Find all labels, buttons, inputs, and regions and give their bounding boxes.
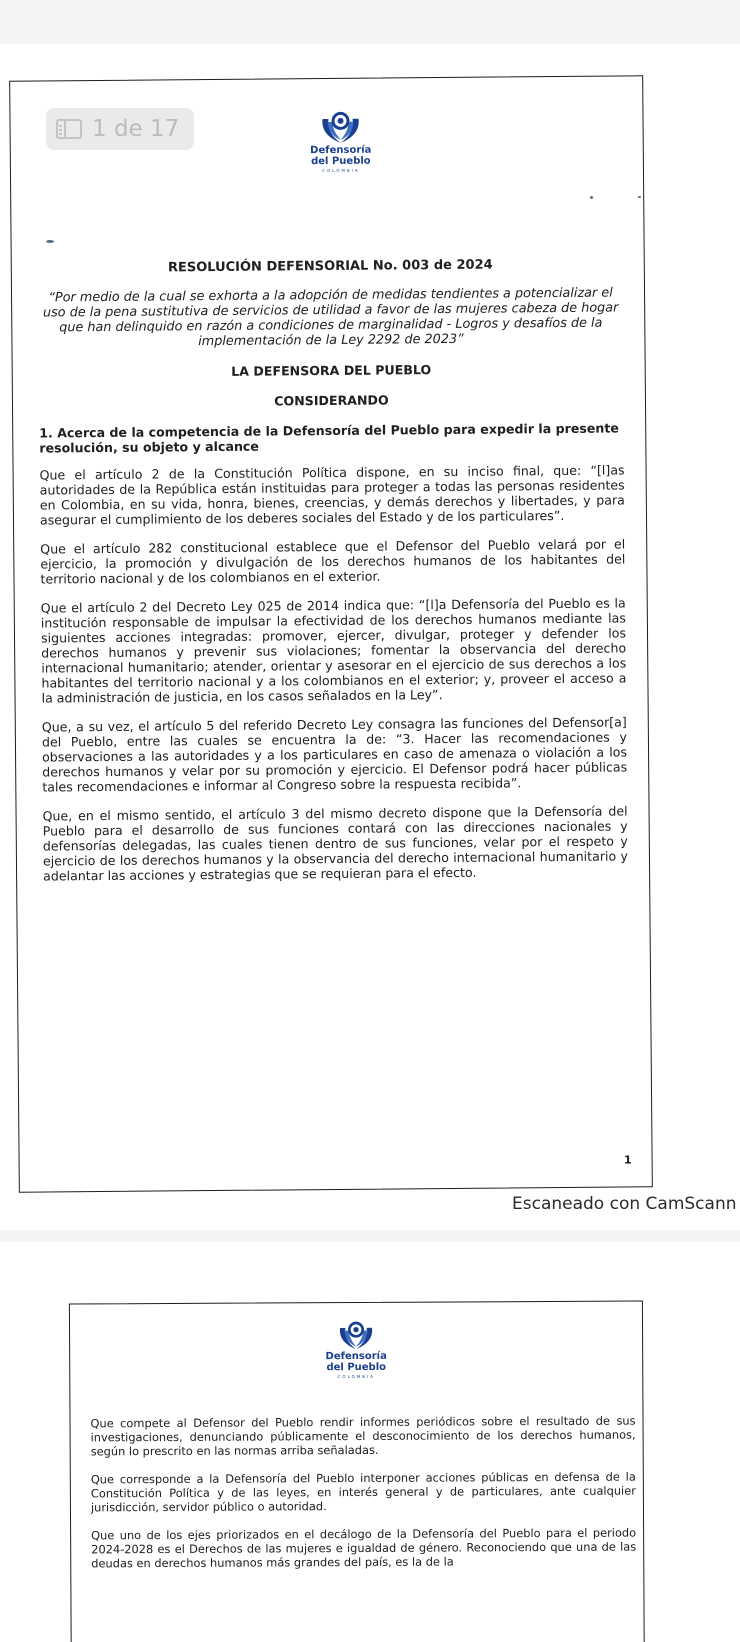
logo-country: COLOMBIA (337, 1373, 375, 1380)
paragraph: Que el artículo 282 constitucional establece que el Defensor del Pueblo velará por el ejercicio, la promoción y divulgación de los derechos humanos de los habitantes del territorio nacional y de los colombianos en el exterior. (40, 536, 626, 587)
defensoria-logo (296, 1319, 416, 1380)
logo-emblem-icon (318, 109, 362, 145)
resolution-lead: “Por medio de la cual se exhorta a la adopción de medidas tendientes a potencializar el uso de la pena sustitutiva de servicios de utilidad a favor de las mujeres cabeza de hogar que han delinquido en razón a condiciones de marginalidad - Logros y desafíos de la implementación de la Ley 2292 de 2023” (42, 285, 619, 350)
page-counter-text: 1 de 17 (92, 116, 180, 142)
paragraph: Que corresponde a la Defensoría del Pueblo interponer acciones públicas en defensa de la Constitución Política y de las leyes, en interés general y de particulares, ante cualquier jurisdicción, servidor público o autoridad. (90, 1469, 636, 1515)
logo-emblem-icon (336, 1319, 376, 1351)
document-body-1 (38, 256, 629, 897)
page-list-icon (56, 119, 82, 139)
paragraph: Que, en el mismo sentido, el artículo 3 del mismo decreto dispone que la Defensoría del Pueblo para el desarrollo de sus funciones contará con las direcciones nacionales y defensorías delegadas, las cuales tienen dentro de sus funciones, velar por el respeto y ejercicio de los derechos humanos y la observancia del derecho internacional humanitario y adelantar las acciones y estrategias que se requieran para el efecto. (42, 803, 629, 884)
document-sheet-2 (69, 1301, 645, 1642)
resolution-title: RESOLUCIÓN DEFENSORIAL No. 003 de 2024 (167, 257, 493, 276)
paragraph: Que, a su vez, el artículo 5 del referido Decreto Ley consagra las funciones del Defensor[a] del Pueblo, entre las cuales se encuentra la de: “3. Hacer las recomendaciones y observaciones a las autoridades y a los particulares en caso de amenaza o violación a los derechos humanos y velar por su promoción y ejercicio. El Defensor podrá hacer públicas tales recomendaciones e informar al Congreso sobre la respuesta recibida”. (41, 714, 628, 795)
logo-country: COLOMBIA (322, 167, 360, 174)
logo-line-2: del Pueblo (326, 1361, 387, 1374)
paragraph: Que compete al Defensor del Pueblo rendir informes periódicos sobre el resultado de sus investigaciones, denunciando públicamente el desconocimiento de los derechos humanos, según lo prescrito en las normas arriba señaladas. (90, 1413, 636, 1459)
scan-speck (590, 196, 593, 199)
page-number: 1 (623, 1153, 632, 1167)
document-body-2 (90, 1414, 636, 1585)
considering-heading: CONSIDERANDO (274, 392, 389, 409)
page-counter-badge[interactable] (46, 108, 194, 150)
scan-speck (46, 240, 54, 243)
section-heading-1: 1. Acerca de la competencia de la Defensoría del Pueblo para expedir la presente resolución, su objeto y alcance (39, 420, 619, 456)
scanned-page-2 (0, 1242, 740, 1642)
paragraph: Que uno de los ejes priorizados en el decálogo de la Defensoría del Pueblo para el periodo 2024-2028 es el Derechos de las mujeres e igualdad de género. Reconociendo que una de las deudas en derechos humanos más grandes del país, es la de la (91, 1525, 637, 1571)
logo-line-2: del Pueblo (311, 155, 371, 168)
logo-line-1: Defensoría (325, 1350, 387, 1363)
paragraph: Que el artículo 2 del Decreto Ley 025 de 2014 indica que: “[l]a Defensoría del Pueblo es la institución responsable de impulsar la efectividad de los derechos humanos mediante las siguientes acciones integradas: promover, ejercer, divulgar, proteger y defender los derechos humanos y prevenir sus violaciones; fomentar la observancia del derecho internacional humanitario; atender, orientar y asesorar en el ejercicio de sus derechos a los habitantes del territorio nacional y a los colombianos en el exterior; y, proveer el acceso a la administración de justicia, en los casos señalados en la Ley”. (40, 595, 627, 706)
defensoria-logo (280, 108, 401, 173)
document-sheet-1 (9, 75, 653, 1192)
scanned-page-1 (0, 44, 740, 1230)
paragraph: Que el artículo 2 de la Constitución Política dispone, en su inciso final, que: “[l]as autoridades de la República están instituidas para proteger a todas las personas residentes en Colombia, en su vida, honra, bienes, creencias, y demás derechos y libertades, y para asegurar el cumplimiento de los deberes sociales del Estado y de los particulares”. (39, 462, 625, 528)
scanner-watermark: Escaneado con CamScann (512, 1194, 737, 1214)
scan-speck (638, 196, 641, 198)
logo-line-1: Defensoría (310, 144, 372, 157)
authority-heading: LA DEFENSORA DEL PUEBLO (231, 362, 432, 379)
